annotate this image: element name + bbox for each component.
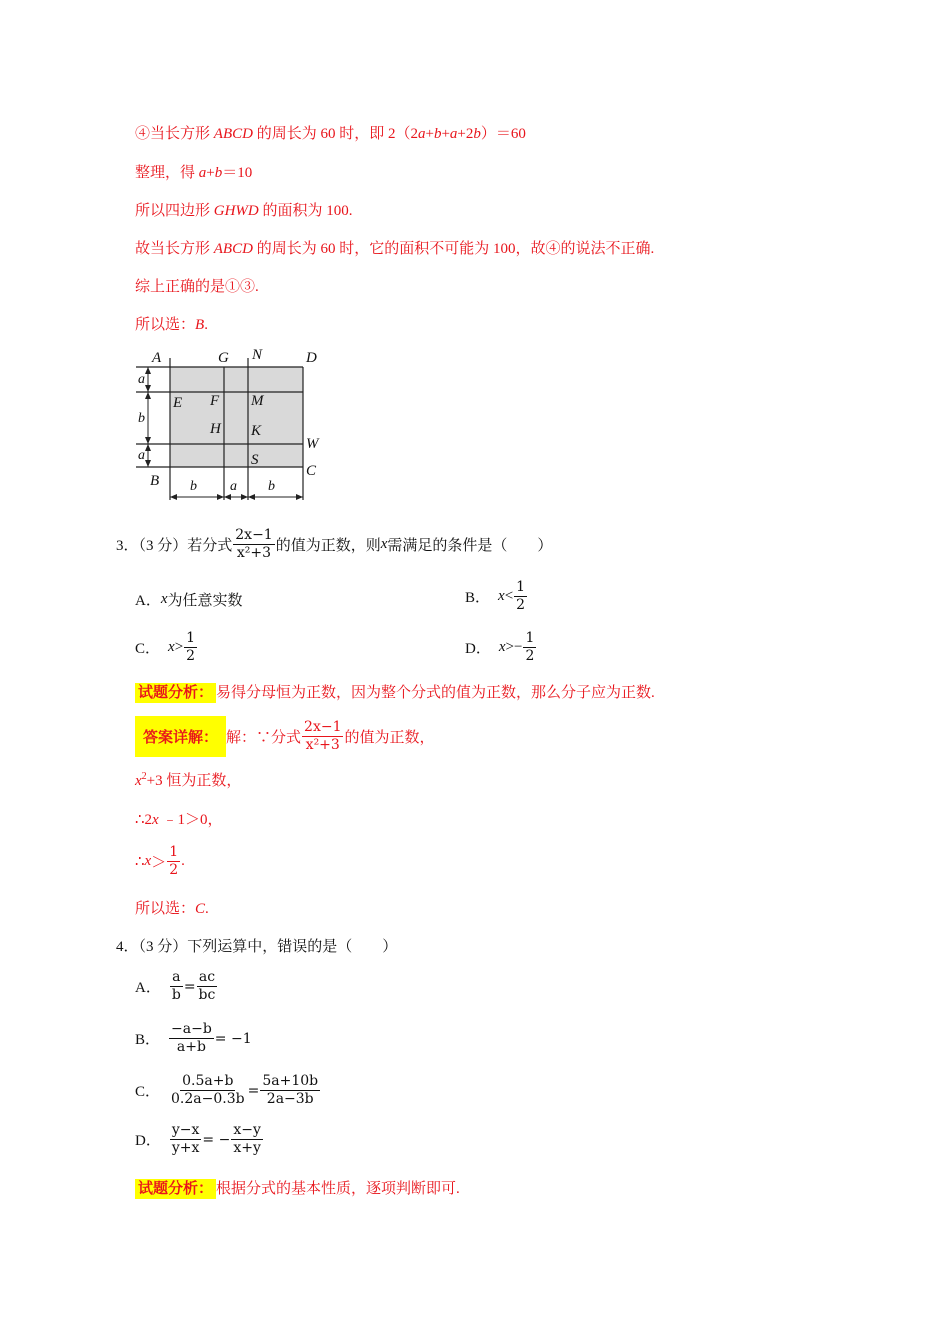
solution-line-4: 故当长方形 ABCD 的周长为 60 时，它的面积不可能为 100，故④的说法不正确.: [135, 241, 655, 257]
q3-answer-line-1: 答案详解： 解：∵分式 $\frac{2x-1}{\text{x²+3}}$ 的值为正数，: [135, 716, 435, 757]
arrow-head: [296, 494, 303, 500]
analysis-tag: 试题分析：: [135, 683, 216, 703]
arrow-head: [145, 437, 151, 444]
label-W: W: [306, 436, 319, 452]
q3-answer-line-4: ∴ x ＞ $\frac{1}{2}$ .: [135, 844, 185, 878]
q3-answer-line-3: ∴2x ﹣1＞0，: [135, 812, 223, 828]
arrow-head: [241, 494, 248, 500]
dim-b-right: b: [268, 479, 275, 494]
label-K: K: [251, 423, 262, 439]
label-S: S: [251, 452, 259, 468]
q4-option-d[interactable]: D． $\frac{y-x}{y+x}$ = − $\frac{x-y}{x+y}$: [135, 1122, 261, 1156]
analysis-tag: 试题分析：: [135, 1179, 216, 1199]
label-C: C: [306, 463, 317, 479]
arrow-head: [145, 444, 151, 451]
dim-a-center: a: [230, 479, 237, 494]
dim-a-bot: a: [138, 448, 145, 463]
q4-analysis: 试题分析： 根据分式的基本性质，逐项判断即可.: [135, 1177, 460, 1198]
solution-line-3: 所以四边形 GHWD 的面积为 100.: [135, 203, 353, 219]
solution-line-6: 所以选：B.: [135, 317, 208, 333]
q4-option-b[interactable]: B． $\frac{-a-b}{a+b}$ = −1: [135, 1021, 252, 1055]
q3-fraction: $\frac{2x-1}{\text{x²+3}}$: [235, 527, 273, 561]
label-E: E: [173, 395, 183, 411]
solution-line-2: 整理，得 a+b＝10: [135, 165, 253, 181]
q3-option-c[interactable]: C． x > $\frac{1}{2}$: [135, 630, 196, 664]
q3-option-b[interactable]: B． x < $\frac{1}{2}$: [465, 579, 526, 613]
rectangle-figure: [130, 340, 330, 510]
dim-a-top: a: [138, 372, 145, 387]
arrow-head: [170, 494, 177, 500]
label-F: F: [210, 393, 220, 409]
label-D: D: [306, 350, 317, 366]
dim-b-mid: b: [138, 411, 145, 426]
q3-option-a[interactable]: A． x 为任意实数: [135, 591, 243, 609]
solution-line-5: 综上正确的是①③.: [135, 279, 259, 295]
solution-line-1: ④当长方形 ABCD 的周长为 60 时，即 2（2a+b+a+2b）＝60: [135, 126, 526, 142]
q4-option-a[interactable]: A． $\frac{a}{b}$ = $\frac{ac}{bc}$: [135, 969, 216, 1003]
arrow-head: [145, 460, 151, 467]
shaded-region: [170, 367, 303, 467]
label-G: G: [218, 350, 229, 366]
q3-stem: 3．（3 分）若分式 $\frac{2x-1}{\text{x²+3}}$ 的值为正数，则 x 需满足的条件是（ ）: [116, 527, 553, 561]
arrow-head: [217, 494, 224, 500]
arrow-head: [145, 385, 151, 392]
arrow-head: [248, 494, 255, 500]
q3-option-d[interactable]: D． x >− $\frac{1}{2}$: [465, 630, 535, 664]
q3-answer-line-5: 所以选：C.: [135, 901, 209, 917]
q4-option-c[interactable]: C． $\frac{0.5a+b}{0.2a-0.3b}$ = $\frac{5a+10b}{2a-3b}$: [135, 1073, 319, 1107]
label-A: A: [152, 350, 162, 366]
dim-b-left: b: [190, 479, 197, 494]
arrow-head: [145, 367, 151, 374]
label-B: B: [150, 473, 160, 489]
answer-tag: 答案详解：: [135, 716, 226, 757]
q3-answer-line-2: $x^2+3$ 恒为正数，: [135, 771, 242, 789]
label-H: H: [210, 421, 221, 437]
q4-stem: 4．（3 分）下列运算中，错误的是（ ）: [116, 939, 398, 955]
label-N: N: [252, 347, 263, 363]
arrow-head: [145, 392, 151, 399]
arrow-head: [224, 494, 231, 500]
label-M: M: [251, 393, 264, 409]
q3-analysis: 试题分析： 易得分母恒为正数，因为整个分式的值为正数，那么分子应为正数.: [135, 681, 655, 702]
